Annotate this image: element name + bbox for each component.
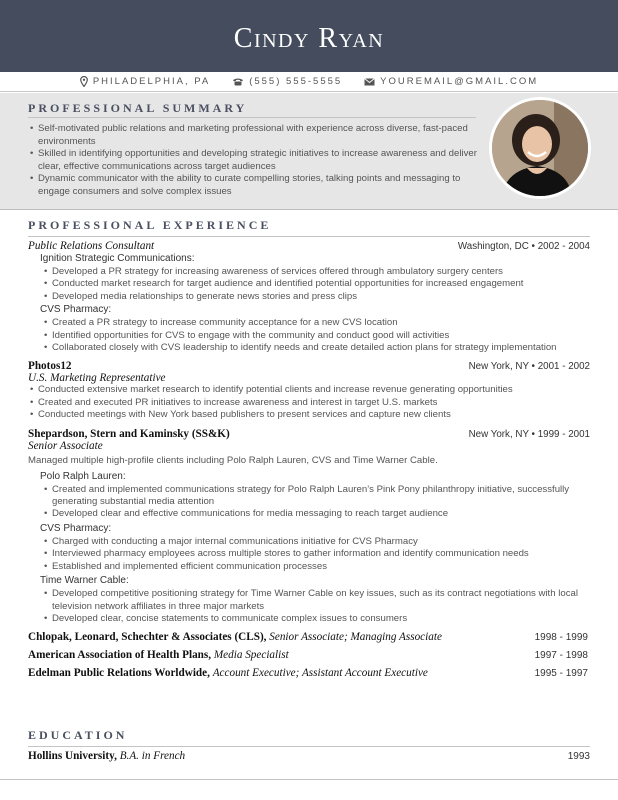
job-bullet: • Identified opportunities for CVS to engage with the community and conduct good will activities [44,330,590,342]
job-bullet: • Collaborated closely with CVS leadership to identify needs and create detailed action plans for strategy implementation [44,342,590,354]
job-company: Shepardson, Stern and Kaminsky (SS&K) [28,427,230,440]
short-role-row [28,667,590,685]
person-portrait-icon [492,100,588,196]
summary-bullet: • Self-motivated public relations and marketing professional with experience across diverse, fast-paced environments [30,123,480,148]
education-divider [28,746,590,747]
job-bullet: • Charged with conducting a major internal communications initiative for CVS Pharmacy [44,536,590,548]
client-bullets [44,266,590,303]
job-bullet: • Developed clear and effective communications for media messaging to reach target audience [44,508,590,520]
job-entry [28,360,590,421]
short-role-dates: 1998 - 1999 [534,632,588,644]
contact-bar [0,72,618,92]
contact-email[interactable] [364,76,538,87]
job-entry [28,428,590,626]
short-role-company: Edelman Public Relations Worldwide, [28,667,210,680]
summary-bullet: • Skilled in identifying opportunities and developing strategic initiatives to increase awareness and deliver clear, effective communications across target audiences [30,148,480,173]
bottom-divider [0,779,618,780]
client-bullets [44,588,590,625]
education-entry [28,750,590,762]
client-bullets [44,317,590,354]
short-role-row [28,631,590,649]
job-header [28,240,590,252]
education-heading-wrap [28,728,590,747]
summary-bullet: • Dynamic communicator with the ability to curate compelling stories, talking points and messaging to engage consumers and solve complex issues [30,173,480,198]
summary-list [30,123,480,199]
job-bullet: • Developed clear, concise statements to communicate complex issues to consumers [44,613,590,625]
job-title: Public Relations Consultant [28,240,155,252]
job-bullet: • Conducted market research for target audience and identified potential opportunities for increased engagement [44,278,590,290]
header-banner [0,0,618,72]
education-degree: B.A. in French [119,750,186,762]
short-roles [28,631,590,685]
job-location-dates: New York, NY • 2001 - 2002 [468,361,590,373]
client-name: Polo Ralph Lauren: [40,470,126,482]
client-name: CVS Pharmacy: [40,522,112,534]
profile-photo [489,97,591,199]
map-pin-icon [80,76,88,87]
client-name: Ignition Strategic Communications: [40,253,195,264]
education-school: Hollins University, [28,750,117,762]
envelope-icon [364,78,375,86]
summary-heading: PROFESSIONAL SUMMARY [28,101,248,115]
short-role-title: Senior Associate; Managing Associate [269,631,442,644]
client-bullets [44,484,590,521]
short-role-dates: 1997 - 1998 [534,650,588,662]
job-bullet: • Interviewed pharmacy employees across multiple stores to gather information and identify communication needs [44,548,590,560]
contact-phone [232,76,342,87]
job-bullet: • Developed a PR strategy for increasing awareness of services offered through ambulatory surgery centers [44,266,590,278]
job-header [28,428,590,440]
client-name: Time Warner Cable: [40,575,129,587]
short-role-desc [28,667,428,679]
location-text: PHILADELPHIA, PA [92,76,211,87]
summary-divider [28,117,476,118]
short-role-company: Chlopak, Leonard, Schechter & Associates (CLS), [28,631,267,644]
phone-text: (555) 555-5555 [249,76,343,87]
education-year: 1993 [567,751,590,762]
job-bullet: • Conducted extensive market research to identify potential clients and increase revenue generating opportunities [30,384,590,396]
client-name: CVS Pharmacy: [40,304,112,316]
experience-heading: PROFESSIONAL EXPERIENCE [28,218,272,232]
education-desc [28,750,185,762]
short-role-company: American Association of Health Plans, [28,649,212,662]
short-role-row [28,649,590,667]
contact-location [80,76,210,87]
client-bullets [44,536,590,573]
short-role-title: Media Specialist [213,649,289,662]
job-bullets [30,384,590,421]
job-bullet: • Created and implemented communications strategy for Polo Ralph Lauren’s Pink Pony philanthropy initiative, successfully generating substantial media attention [44,484,590,509]
job-location-dates: New York, NY • 1999 - 2001 [468,428,590,440]
short-role-title: Account Executive; Assistant Account Executive [212,667,428,680]
job-title: U.S. Marketing Representative [28,372,166,385]
job-bullet: • Developed competitive positioning strategy for Time Warner Cable on key issues, such as its contract negotiations with local television network affiliates in three major markets [44,588,590,613]
job-company: Photos12 [28,360,72,373]
job-bullet: • Created a PR strategy to increase community acceptance for a new CVS location [44,317,590,329]
phone-icon [232,77,244,86]
experience-heading-wrap [28,218,590,237]
job-bullet: • Conducted meetings with New York based publishers to present services and capture new clients [30,409,590,421]
job-bullet: • Developed media relationships to generate news stories and press clips [44,291,590,303]
education-heading: EDUCATION [28,728,128,742]
job-entry [28,240,590,354]
short-role-desc [28,631,442,643]
email-text[interactable]: YOUREMAIL@GMAIL.COM [380,76,539,87]
candidate-name: Cindy Ryan [233,23,385,54]
job-location-dates: Washington, DC • 2002 - 2004 [457,241,590,252]
experience-section [28,240,590,685]
short-role-dates: 1995 - 1997 [534,668,588,680]
experience-divider [28,236,590,237]
job-bullet: • Created and executed PR initiatives to increase awareness and interest in target U.S. markets [30,397,590,409]
job-bullet: • Established and implemented efficient communication processes [44,561,590,573]
job-summary: Managed multiple high-profile clients including Polo Ralph Lauren, CVS and Time Warner Cable. [28,454,438,466]
job-title: Senior Associate [28,439,103,452]
job-header [28,360,590,372]
short-role-desc [28,649,289,661]
